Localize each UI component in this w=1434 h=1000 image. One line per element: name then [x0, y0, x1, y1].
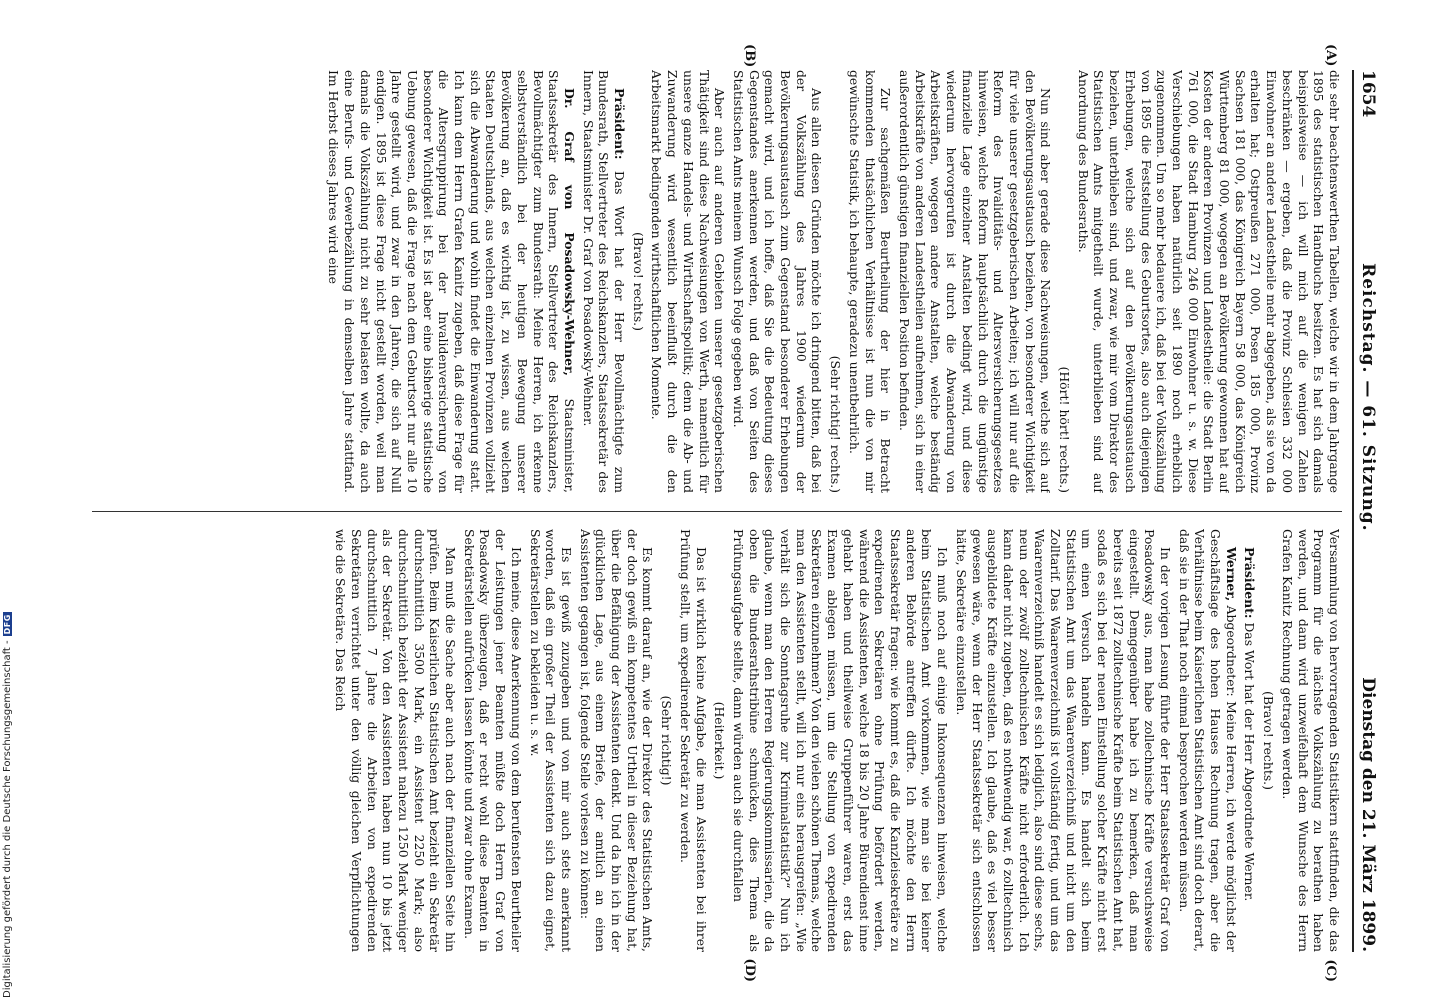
paragraph: Ich meine, diese Anerkennung von dem berufensten Beurtheiler der Leistungen jener Beamten müßte doch Herrn Graf von Posadowsky überzeugen, daß er recht wohl diese Beamten in Sekretärstellen aufrücken lassen könnte und zwar ohne Examen. — [461, 529, 524, 952]
interjection: (Hört! hört! rechts.) — [1057, 366, 1073, 493]
speech-text: Das Wort hat der Herr Abgeordnete Werner. — [1242, 622, 1258, 902]
credit-text: Digitalisierung gefördert durch die Deutsche Forschungsgemeinschaft - — [2, 640, 13, 998]
quotation: Es ist gewiß zuzugeben und von mir auch stets anerkannt worden, daß ein großer Theil der Assistenten sich dazu eignet, Sekretärstellen zu bekleiden u. s. w. — [527, 529, 574, 952]
speaker-name: Dr. Graf von Posadowsky-Wehner, — [561, 88, 577, 376]
paragraph: In der vorigen Lesung führte der Herr Staatssekretär Graf von Posadowsky aus, man habe zollechnische Kräfte versuchsweise eingestellt. Demgegenüber habe ich zu bemerken, daß man bereits seit 1872 zolltechnische Kräfte beim Statistischen Amt hat, sodaß es sich bei der neuen Einstellung solcher Kräfte nicht erst um einen Versuch handeln kann. Es handelt sich beim Statistischen Amt um das Waarenverzeichniß und nicht um den Zolltarif. Das Waarenverzeichniß ist vollständig fertig, und um das Waarenverzeichniß handelt es sich lediglich, also sind diese sechs, neun oder zwölf zolltechnischen Kräfte nicht erforderlich. Ich kann daher nicht zugeben, daß es nothwendig war, 6 zolltechnisch ausgebildete Kräfte einzustellen. Ich glaube, daß es viel besser gewesen wäre, wenn der Herr Staatssekretär sich entschlossen hätte, Sekretäre einzustellen. — [953, 529, 1173, 952]
page-number: 1654 — [1358, 70, 1378, 118]
interjection: (Bravo! rechts.) — [1261, 691, 1277, 790]
speaker-paragraph — [580, 70, 627, 493]
dfg-logo: DFG — [3, 614, 12, 635]
speaker-paragraph — [326, 70, 577, 493]
interjection: (Heiterkeit.) — [712, 701, 728, 780]
left-column — [92, 70, 1342, 493]
speech-text: Staatsminister, Staatssekretär des Innern, Stellvertreter des Reichskanzlers, Bevollmächtigter zum Bundesrath: Meine Herren, ich erkenne selbstverständlich bei der heutigen Bewegung unserer Bevölkerung an, daß es wichtig ist, zu wissen, aus welchen Staaten Deutschlands, aus welchen einzelnen Provinzen vollzieht sich die Abwanderung und wohin findet die Einwanderung statt. Ich kann dem Herrn Grafen Kanitz zugeben, daß diese Frage für die Altersgruppirung bei der Invalidenversicherung von besonderer Wichtigkeit ist. Es ist aber eine bisherige statistische Uebung gewesen, daß die Frage nach dem Geburtsort nur alle 10 Jahre gestellt wird, und zwar in den Jahren, die sich auf Null endigen. 1895 ist diese Frage nicht gestellt worden, weil man damals die Volkszählung nicht zu sehr belasten wollte, da auch eine Berufs- und Gewerbezählung in demselben Jahre stattfand. Im Herbst dieses Jahres wird eine — [326, 70, 577, 493]
speaker-name: Werner, — [1223, 547, 1239, 602]
paragraph: Aber auch auf anderen Gebieten unserer gesetzgeberischen Thätigkeit sind diese Nachweisungen von Werth, namentlich für unsere ganze Handels- und Wirthschaftspolitik; denn die Ab- und Zuwanderung wird wesentlich beeinflußt durch die den Arbeitsmarkt bedingenden wirthschaftlichen Momente. — [649, 70, 728, 493]
paragraph: Aus allen diesen Gründen möchte ich dringend bitten, daß bei der Volkszählung des Jahres 1900 wiederum der Bevölkerungsaustausch zum Gegenstand besonderer Erhebungen gemacht wird, und ich hoffe, daß Sie die Bedeutung dieses Gegenstandes anerkennen werden, und daß von Seiten des Statistischen Amts meinem Wunsch Folge gegeben wird. — [730, 70, 825, 493]
paragraph: Ich muß noch auf einige Inkonsequenzen hinweisen, welche beim Statistischen Amt vorkommen, wie man sie bei keiner anderen Behörde antreffen dürfte. Ich möchte den Herrn Staatssekretär fragen: wie kommt es, daß die Kanzleisekretäre zu expedirenden Sekretären ohne Prüfung befördert werden, während die Assistenten, welche 18 bis 20 Jahre Bürendienst inne gehabt haben und theilweise Gruppenführer waren, erst das Examen ablegen müssen, um die Stellung von expedirenden Sekretären einzunehmen? Von den vielen schönen Themas, welche man den Assistenten stellt, will ich nur eins herausgreifen: „Wie verhält sich die Sonntagsruhe zur Kriminalstatistik?“ Nun ich glaube, wenn man den Herren Regierungskommissarien, die da oben die Bundesrathstribüne schmücken, dies Thema als Prüfungsaufgabe stellte, dann würden auch sie durchfallen — [730, 529, 951, 952]
interjection: (Sehr richtig!) — [659, 695, 675, 786]
paragraph: Man muß die Sache aber auch nach der finanziellen Seite hin prüfen. Beim Kaiserlichen Statistischen Amt bezieht ein Sekretär durchschnittlich 3500 Mark, ein Assistent 2250 Mark; also durchschnittlich bezieht der Assistent nahezu 1250 Mark weniger als der Sekretär. Von den Assistenten haben nun 10 bis jetzt durchschnittlich 7 Jahre die Arbeiten von expedirenden Sekretären verrichtet unter den völlig gleichen Verpflichtungen wie die Sekretäre. Das Reich — [333, 529, 459, 952]
digitization-credit — [2, 612, 13, 998]
paragraph: Zur sachgemäßen Beurtheilung der hier in Betracht kommenden thatsächlichen Verhältnisse ist nun die von mir gewünschte Statistik, ich behaupte, geradezu unentbehrlich. — [846, 70, 894, 493]
paragraph: Es kommt darauf an, wie der Direktor des Statistischen Amts, der doch gewiß ein kompetentes Urtheil in dieser Beziehung hat, über die Befähigung der Assistenten denkt. Und da bin ich in der glücklichen Lage, aus einem Briefe, der amtlich an einen Assistenten gegangen ist, folgende Stelle vorlesen zu können: — [577, 529, 656, 952]
speaker-paragraph — [1176, 529, 1239, 952]
margin-mark-a: (A) — [1323, 44, 1338, 67]
right-column — [92, 529, 1342, 952]
page-header — [1352, 70, 1378, 952]
text-columns — [92, 44, 1342, 982]
running-title: Reichstag. — 61. Sitzung. — [1358, 263, 1378, 532]
speaker-name: Präsident: — [612, 88, 628, 160]
paragraph: Versammlung von hervorragenden Statistikern stattfinden, die das Programm für die nächste Volkszählung zu berathen haben werden, und dann wird unzweifelhaft dem Wunsche des Herrn Grafen Kanitz Rechnung getragen werden. — [1279, 529, 1342, 952]
margin-mark-b: (B) — [742, 44, 757, 68]
column-divider — [92, 511, 1342, 512]
margin-mark-d: (D) — [742, 958, 757, 982]
speaker-paragraph — [1242, 529, 1258, 952]
speech-text: Das Wort hat der Herr Bevollmächtigte zum Bundesrath, Stellvertreter des Reichskanzlers, Staatssekretär des Innern, Staatsminister Dr. Graf von Posadowsky-Wehner. — [580, 70, 628, 493]
margin-mark-c: (C) — [1323, 959, 1338, 982]
paragraph: Nun sind aber gerade diese Nachweisungen, welche sich auf den Bevölkerungsaustausch beziehen, von besonderer Wichtigkeit für viele unserer gesetzgeberischen Arbeiten; ich will nur auf die Reform des Invaliditäts- und Altersversicherungsgesetzes hinweisen, welche Reform hauptsächlich durch die ungünstige finanzielle Lage einzelner Anstalten bedingt wird, und diese wiederum hervorgerufen ist durch die Abwanderung von Arbeitskräften, wogegen andere Anstalten, welche beständig Arbeitskräfte von anderen Landestheilen aufnehmen, sich in einer außerordentlich günstigen finanziellen Position befinden. — [897, 70, 1054, 493]
speech-text: Abgeordneter: Meine Herren, ich werde möglichst der Geschäftslage des hohen Hauses Rechnung tragen, aber die Verhältnisse beim Kaiserlichen Statistischen Amt sind doch derart, daß sie in der That noch einmal besprochen werden müssen. — [1176, 529, 1239, 952]
speaker-name: Präsident: — [1242, 547, 1258, 619]
session-date: Dienstag den 21. März 1899. — [1358, 677, 1378, 952]
interjection: (Sehr richtig! rechts.) — [828, 355, 844, 493]
paragraph: Das ist wirklich keine Aufgabe, die man Assistenten bei ihrer Prüfung stellt, um expedirender Sekretär zu werden. — [677, 529, 709, 952]
interjection: (Bravo! rechts.) — [630, 232, 646, 331]
paragraph: die sehr beachtenswerthen Tabellen, welche wir in dem Jahrgange 1895 des statistischen Handbuchs besitzen. Es hat sich damals beispielsweise — ich will mich auf die wenigen Zahlen beschränken — ergeben, daß die Provinz Schlesien 332 000 Einwohner an andere Landestheile mehr abgegeben, als sie von da erhalten hat; Ostpreußen 271 000, Posen 185 000, Provinz Sachsen 181 000, das Königreich Bayern 58 000, das Königreich Württemberg 81 000, wogegen an Bevölkerung gewonnen hat auf Kosten der anderen Provinzen und Landestheile: die Stadt Berlin 761 000, die Stadt Hamburg 246 000 Einwohner u. s. w. Diese Verschiebungen haben natürlich seit 1890 noch erheblich zugenommen. Um so mehr bedauere ich, daß bei der Volkszählung von 1895 die Feststellung des Geburtsortes, also auch diejenigen Erhebungen, welche sich auf den Bevölkerungsaustausch beziehen, unterblieben sind, und zwar, wie mir vom Direktor des Statistischen Amts mitgetheilt wurde, unterblieben sind auf Anordnung des Bundesraths. — [1075, 70, 1342, 493]
